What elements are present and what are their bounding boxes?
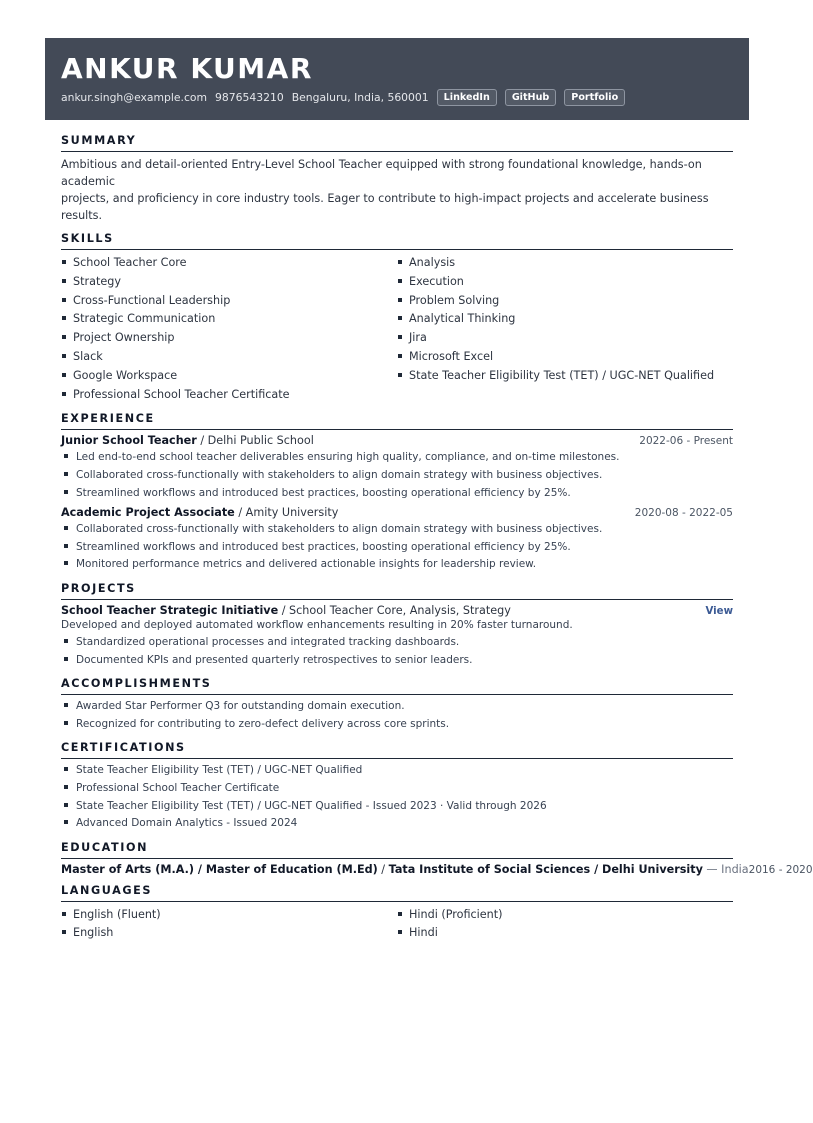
skill-item: Slack (61, 348, 397, 367)
project-bullet: Standardized operational processes and integrated tracking dashboards. (63, 634, 733, 652)
job-bullet: Led end-to-end school teacher deliverables ensuring high quality, compliance, and on-time milestones. (63, 449, 733, 467)
languages-column-left (61, 906, 397, 944)
project-tech: / School Teacher Core, Analysis, Strategy (278, 603, 511, 617)
project-header (61, 604, 733, 617)
languages-grid (61, 906, 733, 944)
job-org: / Amity University (234, 506, 339, 520)
language-item: Hindi (Proficient) (397, 906, 733, 925)
section-title-languages: LANGUAGES (61, 884, 733, 902)
skill-item: Project Ownership (61, 329, 397, 348)
job-role: Junior School Teacher (61, 434, 197, 448)
summary-line: Ambitious and detail-oriented Entry-Level School Teacher equipped with strong foundational knowledge, hands-on academic (61, 158, 702, 188)
job-dates: 2020-08 - 2022-05 (634, 507, 733, 520)
summary-text (61, 156, 733, 224)
job-bullet: Collaborated cross-functionally with stakeholders to align domain strategy with business objectives. (63, 467, 733, 485)
project-description: Developed and deployed automated workflow enhancements resulting in 20% faster turnaround. (61, 618, 573, 631)
contact-phone: 9876543210 (215, 90, 284, 104)
candidate-name: ANKUR KUMAR (61, 52, 313, 85)
job-org: / Delhi Public School (196, 434, 314, 448)
skills-grid (61, 254, 733, 404)
experience-entry (61, 506, 733, 574)
experience-header (61, 506, 733, 519)
skill-item: Problem Solving (397, 292, 733, 311)
experience-role-line (61, 506, 338, 519)
contact-email: ankur.singh@example.com (61, 90, 208, 104)
accomplishment-item: Recognized for contributing to zero-defect delivery across core sprints. (63, 716, 733, 734)
section-title-skills: SKILLS (61, 232, 733, 250)
languages-column-right (397, 906, 733, 944)
skill-item: Jira (397, 329, 733, 348)
certification-item: Professional School Teacher Certificate (63, 780, 733, 798)
skill-item: State Teacher Eligibility Test (TET) / UGC-NET Qualified (397, 367, 733, 386)
section-title-accomplishments: ACCOMPLISHMENTS (61, 677, 733, 695)
school: Tata Institute of Social Sciences / Delhi University (388, 862, 703, 876)
resume-header (45, 38, 749, 120)
language-item: Hindi (397, 924, 733, 943)
job-bullet: Collaborated cross-functionally with stakeholders to align domain strategy with business objectives. (63, 521, 733, 539)
education-location: — India (702, 862, 749, 876)
resume-body (61, 122, 813, 943)
linkedin-link[interactable]: LinkedIn (437, 89, 497, 106)
language-item: English (61, 924, 397, 943)
skill-item: Professional School Teacher Certificate (61, 386, 397, 405)
section-title-experience: EXPERIENCE (61, 412, 733, 430)
skills-column-left (61, 254, 397, 404)
section-title-projects: PROJECTS (61, 582, 733, 600)
certification-item: State Teacher Eligibility Test (TET) / UGC-NET Qualified (63, 762, 733, 780)
section-title-education: EDUCATION (61, 841, 733, 859)
project-view-link[interactable]: View (705, 605, 733, 617)
skill-item: Strategy (61, 273, 397, 292)
job-bullet: Monitored performance metrics and delivered actionable insights for leadership review. (63, 556, 733, 574)
project-title-line (61, 604, 511, 617)
skill-item: Analysis (397, 254, 733, 273)
job-bullet: Streamlined workflows and introduced best practices, boosting operational efficiency by 25%. (63, 539, 733, 557)
experience-entry (61, 434, 733, 502)
certification-item: State Teacher Eligibility Test (TET) / UGC-NET Qualified - Issued 2023 · Valid through 2026 (63, 798, 733, 816)
section-title-certifications: CERTIFICATIONS (61, 741, 733, 759)
section-title-summary: SUMMARY (61, 134, 733, 152)
job-dates: 2022-06 - Present (639, 435, 733, 448)
skill-item: School Teacher Core (61, 254, 397, 273)
certification-item: Advanced Domain Analytics - Issued 2024 (63, 815, 733, 833)
portfolio-link[interactable]: Portfolio (564, 89, 625, 106)
job-bullet: Streamlined workflows and introduced best practices, boosting operational efficiency by 25%. (63, 485, 733, 503)
skill-item: Google Workspace (61, 367, 397, 386)
degree: Master of Arts (M.A.) / Master of Education (M.Ed) (61, 862, 378, 876)
skill-item: Cross-Functional Leadership (61, 292, 397, 311)
skill-item: Execution (397, 273, 733, 292)
job-role: Academic Project Associate (61, 506, 235, 520)
skill-item: Microsoft Excel (397, 348, 733, 367)
contact-location: Bengaluru, India, 560001 (291, 90, 429, 104)
summary-line: projects, and proficiency in core industry tools. Eager to contribute to high-impact projects and accelerate business results. (61, 192, 709, 222)
experience-role-line (61, 434, 314, 447)
language-item: English (Fluent) (61, 906, 397, 925)
contact-line (61, 87, 633, 107)
github-link[interactable]: GitHub (505, 89, 556, 106)
project-bullet: Documented KPIs and presented quarterly retrospectives to senior leaders. (63, 652, 733, 670)
education-line (61, 863, 749, 876)
skill-item: Analytical Thinking (397, 310, 733, 329)
experience-header (61, 434, 733, 447)
project-name: School Teacher Strategic Initiative (61, 603, 279, 617)
skill-item: Strategic Communication (61, 310, 397, 329)
accomplishment-item: Awarded Star Performer Q3 for outstanding domain execution. (63, 698, 733, 716)
education-dates: 2016 - 2020 (748, 863, 813, 876)
education-entry (61, 862, 813, 876)
degree-separator: / (377, 862, 389, 876)
skills-column-right (397, 254, 733, 404)
